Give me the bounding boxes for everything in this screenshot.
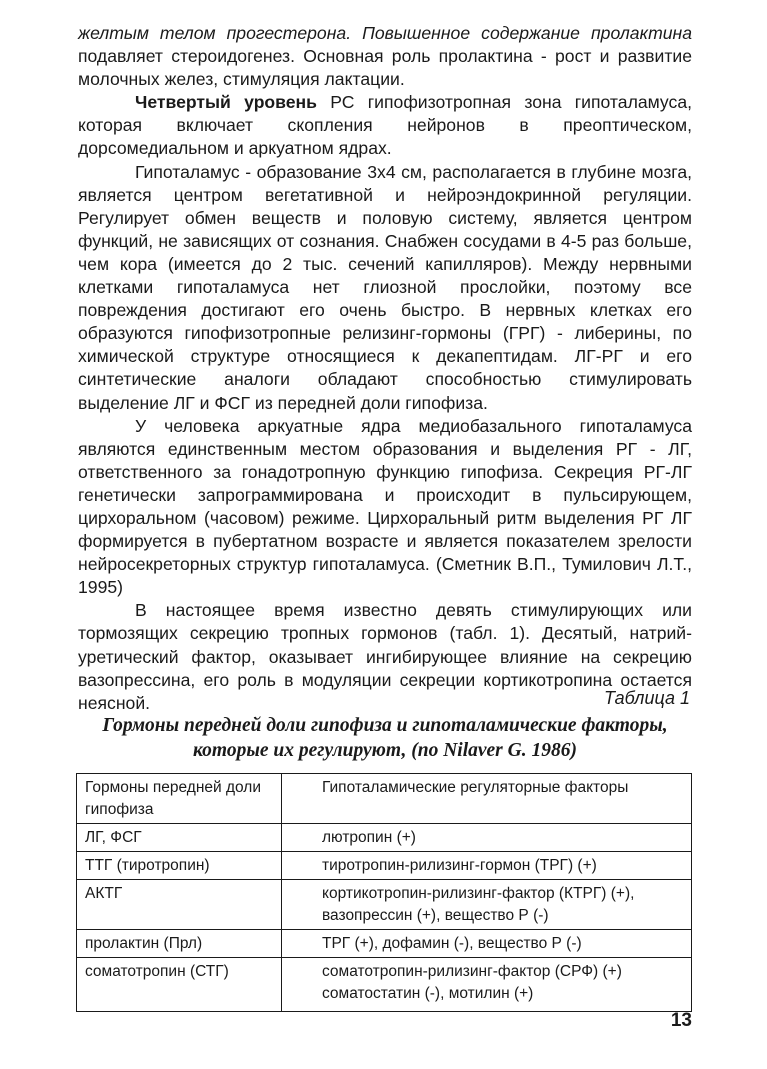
paragraph-3: Гипоталамус - образование 3х4 см, располагается в глубине мозга, является центром вегетативной и нейроэндокринной регуляции. Регулирует обмен веществ и половую систему, является центром функций, не зависящих от сознания. Снабжен сосудами в 4-5 раз больше, чем кора (имеется до 2 тыс. сечений капилляров). Между нервными клетками гипоталамуса нет глиозной прослойки, поэтому все повреждения достигают его очень быстро. В нервных клетках его образуются гипофизотропные релизинг-гормоны (ГРГ) - либерины, по химической структуре относящиеся к декапептидам. ЛГ-РГ и его синтетические аналоги обладают способностью стимулировать выделение ЛГ и ФСГ из передней доли гипофиза. <box>78 161 692 413</box>
paragraph-1 <box>78 22 692 91</box>
header-hormones: Гормоны передней доли гипофиза <box>77 774 282 824</box>
paragraph-2-lead: Четвертый уровень <box>135 92 317 113</box>
table-number-label: Таблица 1 <box>603 688 690 708</box>
paragraph-2-rest: РС гипофизотропная зона гипоталамуса, которая включает скопления нейронов в преоптическом, дорсомедиальном и аркуатном ядрах. <box>78 92 692 159</box>
table-row <box>77 824 692 852</box>
table-row <box>77 958 692 1012</box>
factors-cell: тиротропин-рилизинг-гормон (ТРГ) (+) <box>282 852 692 880</box>
hormone-cell: АКТГ <box>77 880 282 930</box>
body-text <box>78 22 692 715</box>
hormone-cell: пролактин (Прл) <box>77 930 282 958</box>
table-caption: Гормоны передней доли гипофиза и гипоталамические факторы, которые их регулируют, (по Nilaver G. 1986) <box>102 715 668 761</box>
paragraph-1-italic: желтым телом прогестерона. Повышенное содержание пролактина <box>78 23 692 43</box>
paragraph-1-rest: подавляет стероидогенез. Основная роль пролактина - рост и развитие молочных желез, стимуляция лактации. <box>78 46 692 90</box>
table-row <box>77 930 692 958</box>
factors-cell: соматотропин-рилизинг-фактор (СРФ) (+) соматостатин (-), мотилин (+) <box>282 958 692 1012</box>
table-row <box>77 880 692 930</box>
page-number: 13 <box>670 1010 692 1031</box>
factors-cell: ТРГ (+), дофамин (-), вещество Р (-) <box>282 930 692 958</box>
paragraph-5: В настоящее время известно девять стимулирующих или тормозящих секрецию тропных гормонов (табл. 1). Десятый, натрий-уретический фактор, оказывает ингибирующее влияние на секрецию вазопрессина, его роль в модуляции секреции кортикотропина остается неясной. <box>78 600 692 713</box>
factors-cell: лютропин (+) <box>282 824 692 852</box>
regulatory-factors-table <box>76 773 692 1012</box>
paragraph-4: У человека аркуатные ядра медиобазального гипоталамуса являются единственным местом образования и выделения РГ - ЛГ, ответственного за гонадотропную функцию гипофиза. Секреция РГ-ЛГ генетически запрограммирована и происходит в пульсирующем, цирхоральном (часовом) режиме. Цирхоральный ритм выделения РГ ЛГ формируется в пубертатном возрасте и является показателем зрелости нейросекреторных структур гипоталамуса. (Сметник В.П., Тумилович Л.Т., 1995) <box>78 415 692 598</box>
hormone-cell: ТТГ (тиротропин) <box>77 852 282 880</box>
paragraph-2 <box>78 91 692 160</box>
table-row <box>77 852 692 880</box>
hormone-cell: ЛГ, ФСГ <box>77 824 282 852</box>
hormone-cell: соматотропин (СТГ) <box>77 958 282 1012</box>
table-header-row <box>77 774 692 824</box>
factors-cell: кортикотропин-рилизинг-фактор (КТРГ) (+), вазопрессин (+), вещество Р (-) <box>282 880 692 930</box>
header-factors: Гипоталамические регуляторные факторы <box>282 774 692 824</box>
